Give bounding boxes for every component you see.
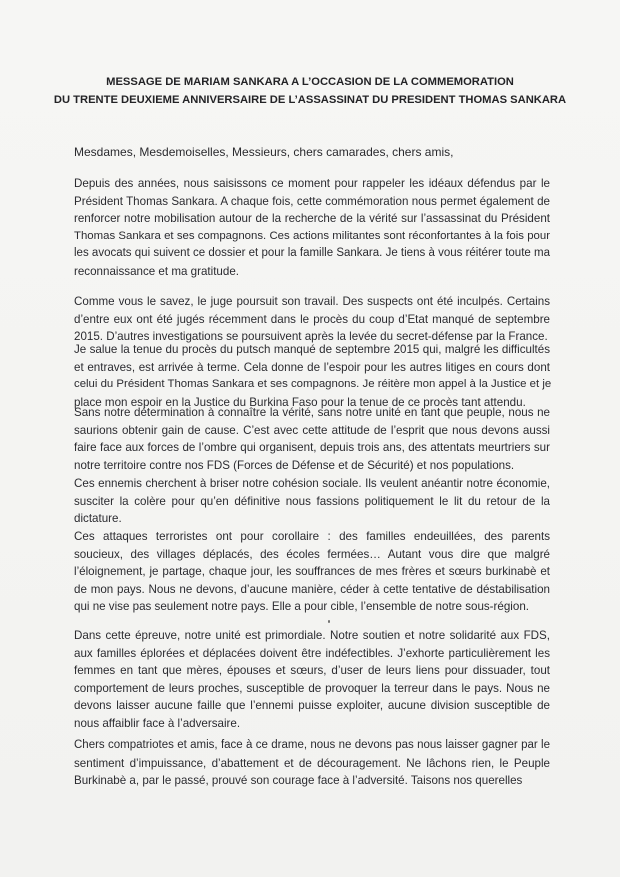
paragraph-line: 2015. D’autres investigations se poursuivent après la levée du secret-défense par la France. <box>74 330 548 344</box>
title-line-1: MESSAGE DE MARIAM SANKARA A L’OCCASION DE LA COMMEMORATION <box>106 76 514 88</box>
paragraph-line: Burkinabè a, par le passé, prouvé son courage face à l’adversité. Taisons nos querelles <box>74 774 523 788</box>
scan-speck <box>328 620 330 623</box>
paragraph-line: sentiment d’impuissance, d’abattement et de découragement. Ne lâchons rien, le Peuple <box>74 756 550 770</box>
paragraph-7 <box>74 627 550 733</box>
paragraph-line: soucieux, des villages déplacés, des écoles fermées… Autant vous dire que malgré <box>74 547 550 561</box>
paragraph-line: de mon pays. Nous ne devons, d’aucune manière, céder à cette tentative de déstabilisation <box>74 582 550 596</box>
paragraph-5 <box>74 475 550 528</box>
paragraph-line: Sans notre détermination à connaître la vérité, sans notre unité en tant que peuple, nous ne <box>74 406 550 419</box>
paragraph-line: Dans cette épreuve, notre unité est primordiale. Notre soutien et notre solidarité aux FDS, <box>74 629 550 642</box>
paragraph-line: Ces ennemis cherchent à briser notre cohésion sociale. Ils veulent anéantir notre économie, <box>74 477 550 490</box>
paragraph-2 <box>74 293 550 346</box>
paragraph-line: les avocats qui suivent ce dossier et pour la famille Sankara. Je tiens à vous réitérer toute ma <box>74 247 550 260</box>
paragraph-line: qui ne vise pas seulement notre pays. Elle a pour cible, l’ensemble de notre sous-région. <box>74 600 529 614</box>
paragraph-line: susciter la colère pour qu’en définitive nous fassions politiquement le lit du retour de la <box>74 494 550 508</box>
paragraph-line: renforcer notre mobilisation autour de la recherche de la vérité sur l’assassinat du Président <box>74 212 550 226</box>
paragraph-line: Thomas Sankara et ses compagnons. Ces actions militantes sont réconfortantes à la fois pour <box>74 229 550 242</box>
paragraph-line: Ces attaques terroristes ont pour corollaire : des familles endeuillées, des parents <box>74 530 550 543</box>
title-line-2: DU TRENTE DEUXIEME ANNIVERSAIRE DE L’ASSASSINAT DU PRESIDENT THOMAS SANKARA <box>53 94 567 106</box>
paragraph-line: femmes en tant que mères, épouses et sœurs, d’user de leurs liens pour dissuader, tout <box>74 664 550 678</box>
paragraph-line: Président Thomas Sankara. A chaque fois, cette commémoration nous permet également de <box>74 194 550 208</box>
salutation: Mesdames, Mesdemoiselles, Messieurs, chers camarades, chers amis, <box>74 145 454 159</box>
paragraph-3 <box>74 341 550 411</box>
paragraph-6 <box>74 528 550 616</box>
paragraph-line: comportement de leurs proches, susceptible de provoquer la terreur dans le pays. Nous ne <box>74 681 550 695</box>
paragraph-line: Je salue la tenue du procès du putsch manqué de septembre 2015 qui, malgré les difficultés <box>74 343 550 356</box>
paragraph-line: et entraves, est arrivée à terme. Cela donne de l’espoir pour les autres litiges en cours dont <box>74 360 550 374</box>
paragraph-line: place mon espoir en la Justice du Burkina Faso pour la tenue de ce procès tant attendu. <box>74 395 526 409</box>
paragraph-line: notre territoire contre nos FDS (Forces de Défense et de Sécurité) et nos populations. <box>74 458 515 472</box>
paragraph-line: l’éloignement, je partage, chaque jour, les souffrances de mes frères et sœurs burkinabè et <box>74 565 550 579</box>
paragraph-line: aux familles éplorées et déplacées doivent être indéfectibles. J’exhorte particulièrement les <box>74 646 550 660</box>
paragraph-8 <box>74 737 550 790</box>
paragraph-line: nous affaiblir face à l’adversaire. <box>74 716 241 730</box>
paragraph-line: dictature. <box>74 512 122 526</box>
paragraph-1 <box>74 175 550 281</box>
paragraph-line: faire face aux forces de l’ombre qui organisent, depuis trois ans, des attentats meurtriers sur <box>74 441 550 455</box>
paragraph-line: Comme vous le savez, le juge poursuit son travail. Des suspects ont été inculpés. Certains <box>74 295 550 308</box>
paragraph-line: devons laisser aucune faille que l’ennemi puisse exploiter, aucune division susceptible de <box>74 699 550 713</box>
paragraph-line: Chers compatriotes et amis, face à ce drame, nous ne devons pas nous laisser gagner par le <box>74 739 550 751</box>
paragraph-line: Depuis des années, nous saisissons ce moment pour rappeler les idéaux défendus par le <box>74 177 550 190</box>
paragraph-line: reconnaissance et ma gratitude. <box>74 264 239 278</box>
paragraph-line: d’entre eux ont été jugés récemment dans le procès du coup d’Etat manqué de septembre <box>74 312 550 326</box>
paragraph-4 <box>74 404 550 474</box>
document-title <box>0 73 620 109</box>
paragraph-line: celui du Président Thomas Sankara et ses compagnons. Je réitère mon appel à la Justice et je <box>74 378 552 391</box>
paragraph-line: saurions obtenir gain de cause. C’est avec cette attitude de l’esprit que nous devons aussi <box>74 423 550 437</box>
